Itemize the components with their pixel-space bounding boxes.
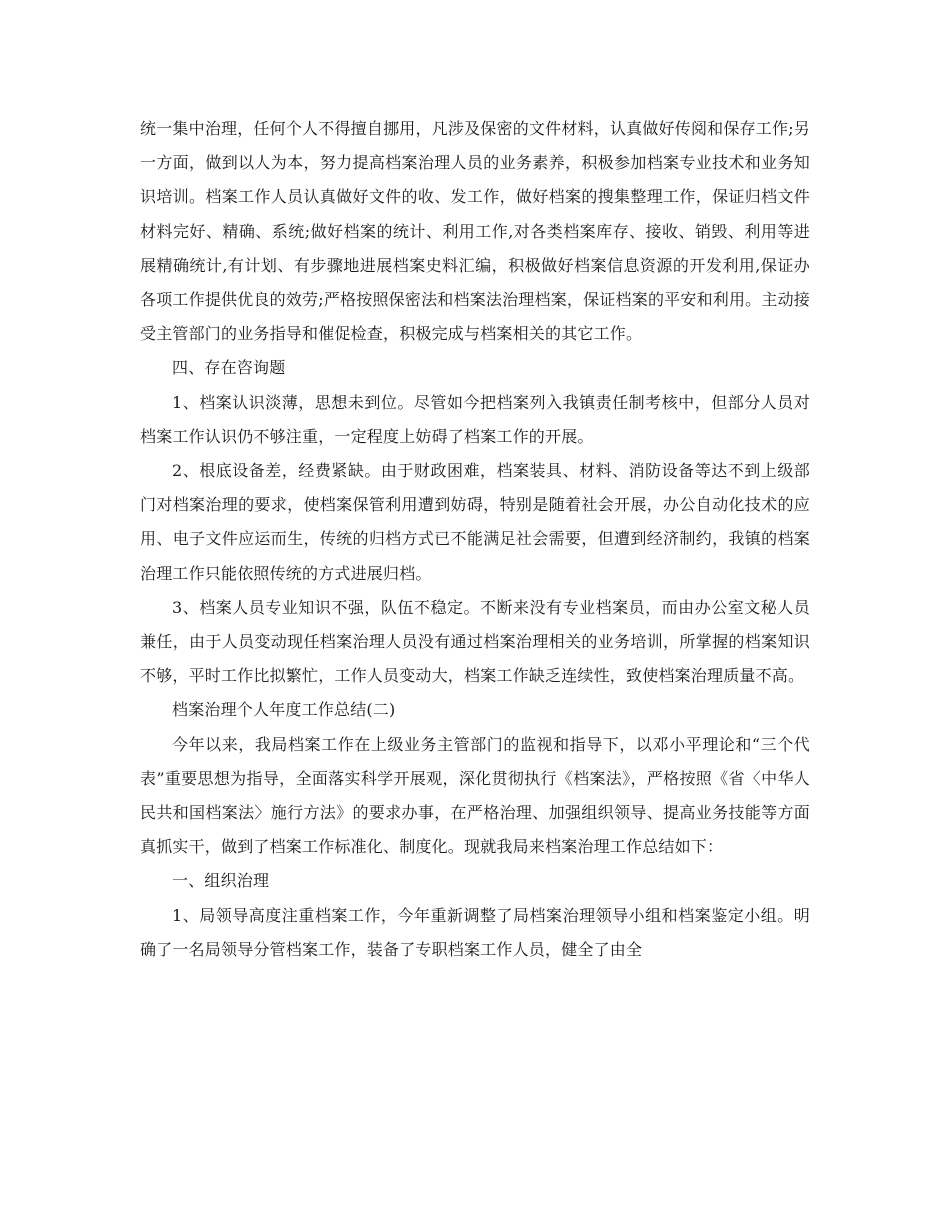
body-paragraph: 1、档案认识淡薄，思想未到位。尽管如今把档案列入我镇责任制考核中，但部分人员对档案工作认识仍不够注重，一定程度上妨碍了档案工作的开展。 xyxy=(140,392,810,446)
body-paragraph: 统一集中治理，任何个人不得擅自挪用，凡涉及保密的文件材料，认真做好传阅和保存工作;另一方面，做到以人为本，努力提高档案治理人员的业务素养，积极参加档案专业技术和业务知识培训。档案工作人员认真做好文件的收、发工作，做好档案的搜集整理工作，保证归档文件材料完好、精确、系统;做好档案的统计、利用工作,对各类档案库存、接收、销毁、利用等进展精确统计,有计划、有步骤地进展档案史料汇编，积极做好档案信息资源的开发利用,保证办各项工作提供优良的效劳;严格按照保密法和档案法治理档案，保证档案的平安和利用。主动接受主管部门的业务指导和催促检查，积极完成与档案相关的其它工作。 xyxy=(140,119,810,344)
section-title-summary-two: 档案治理个人年度工作总结(二) xyxy=(172,700,396,720)
document-page xyxy=(140,112,810,967)
body-paragraph: 3、档案人员专业知识不强，队伍不稳定。不断来没有专业档案员，而由办公室文秘人员兼任，由于人员变动现任档案治理人员没有通过档案治理相关的业务培训，所掌握的档案知识不够，平时工作比拟繁忙，工作人员变动大，档案工作缺乏连续性，致使档案治理质量不高。 xyxy=(140,597,810,686)
body-paragraph: 1、局领导高度注重档案工作，今年重新调整了局档案治理领导小组和档案鉴定小组。明确了一名局领导分管档案工作，装备了专职档案工作人员，健全了由全 xyxy=(140,905,810,959)
section-heading-organization: 一、组织治理 xyxy=(172,871,270,891)
body-paragraph: 今年以来，我局档案工作在上级业务主管部门的监视和指导下，以邓小平理论和“三个代表”重要思想为指导，全面落实科学开展观，深化贯彻执行《档案法》，严格按照《省〈中华人民共和国档案法〉施行方法》的要求办事，在严格治理、加强组织领导、提高业务技能等方面真抓实干，做到了档案工作标准化、制度化。现就我局来档案治理工作总结如下： xyxy=(140,734,810,857)
section-heading-issues: 四、存在咨询题 xyxy=(172,358,286,378)
body-paragraph: 2、根底设备差，经费紧缺。由于财政困难，档案装具、材料、消防设备等达不到上级部门对档案治理的要求，使档案保管利用遭到妨碍，特别是随着社会开展，办公自动化技术的应用、电子文件应运而生，传统的归档方式已不能满足社会需要，但遭到经济制约，我镇的档案治理工作只能依照传统的方式进展归档。 xyxy=(140,461,810,583)
